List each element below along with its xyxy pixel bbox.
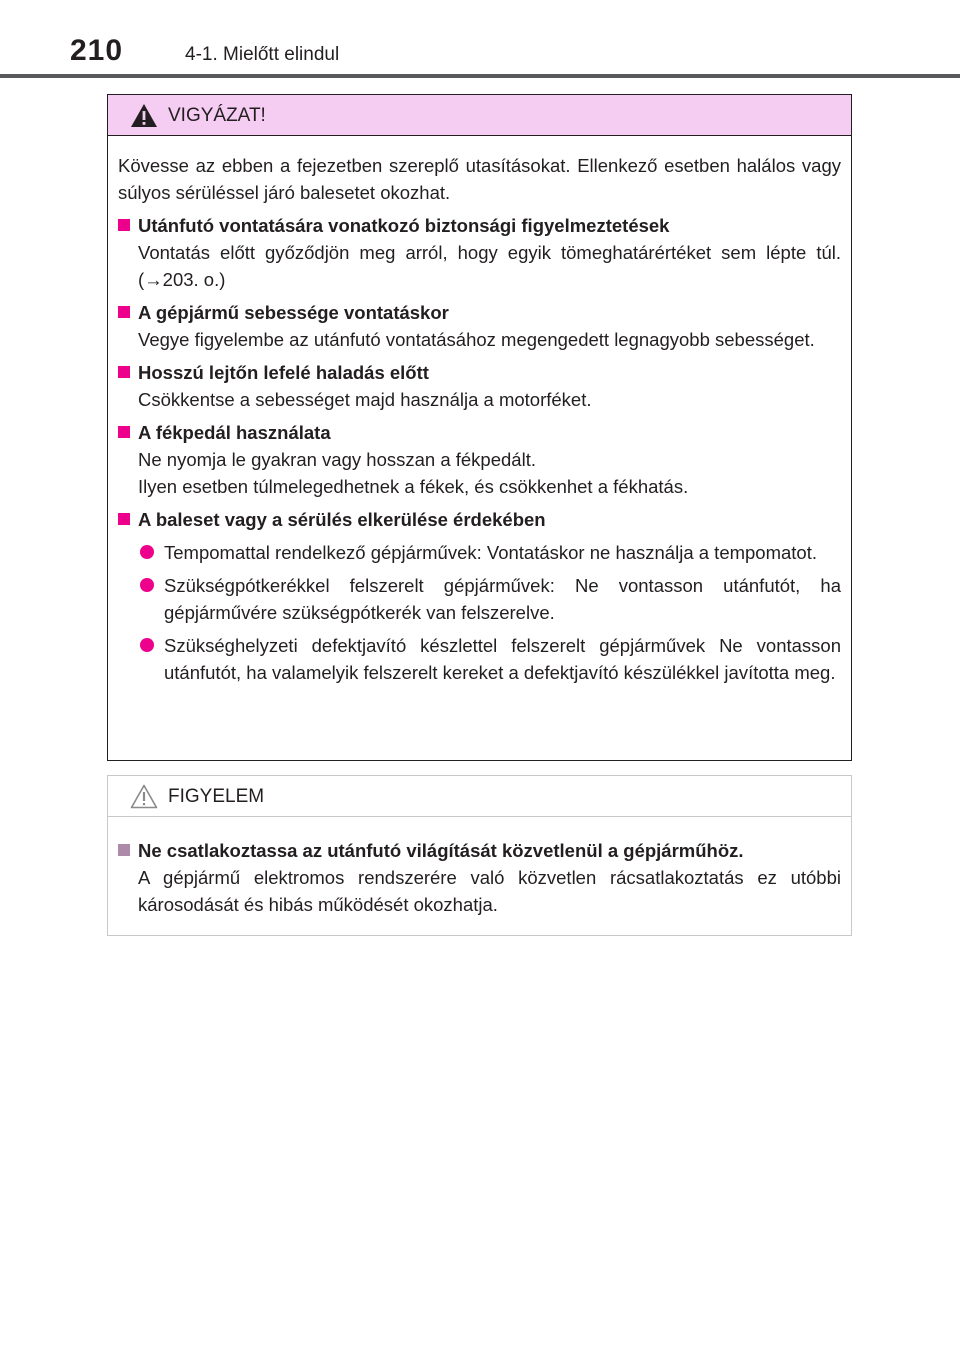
warning-section-title-text: A baleset vagy a sérülés elkerülése érdekében (138, 509, 546, 530)
round-bullet-icon (140, 578, 154, 592)
warning-section-title (118, 212, 841, 239)
caution-triangle-icon (130, 784, 158, 809)
warning-box-header (108, 95, 851, 136)
section-title: 4-1. Mielőtt elindul (185, 44, 340, 65)
list-item (118, 572, 841, 626)
square-bullet-icon (118, 366, 130, 378)
warning-label: VIGYÁZAT! (168, 105, 266, 126)
list-item-text: Tempomattal rendelkező gépjárművek: Vontatáskor ne használja a tempomatot. (164, 542, 818, 563)
caution-label: FIGYELEM (168, 786, 265, 807)
caution-section-title-text: Ne csatlakoztassa az utánfutó világítását közvetlenül a gépjárműhöz. (138, 840, 744, 861)
warning-section-title (118, 506, 841, 533)
warning-section-text (118, 446, 841, 500)
caution-section-text: A gépjármű elektromos rendszerére való közvetlen rácsatlakoztatás ez utóbbi károsodását és hibás működését okozhatja. (138, 867, 841, 915)
warning-box (107, 94, 852, 761)
warning-section-text: Vontatás előtt győződjön meg arról, hogy egyik tömeghatárértéket sem lépte túl. (→203. o.) (138, 242, 841, 290)
square-bullet-icon (118, 426, 130, 438)
round-bullet-icon (140, 545, 154, 559)
square-bullet-icon (118, 306, 130, 318)
warning-section-title (118, 359, 841, 386)
header-divider (0, 74, 960, 78)
list-item-text: Szükséghelyzeti defektjavító készlettel felszerelt gépjárművek Ne vontasson utánfutót, ha valamelyik felszerelt kereket a defektjavító készülékkel javította meg. (164, 635, 841, 683)
square-bullet-icon (118, 219, 130, 231)
caution-box-header (108, 776, 851, 817)
warning-section-title (118, 419, 841, 446)
warning-section-title-text: Hosszú lejtőn lefelé haladás előtt (138, 362, 429, 383)
warning-section-title-text: A gépjármű sebessége vontatáskor (138, 302, 449, 323)
warning-section-title (118, 299, 841, 326)
square-bullet-icon (118, 844, 130, 856)
caution-box-body (108, 817, 851, 918)
warning-triangle-icon (130, 103, 158, 128)
warning-box-body (108, 136, 851, 686)
round-bullet-icon (140, 638, 154, 652)
page-header (0, 0, 960, 80)
warning-section-title-text: Utánfutó vontatására vonatkozó biztonsági figyelmeztetések (138, 215, 670, 236)
warning-text-line: Ne nyomja le gyakran vagy hosszan a fékpedált. (138, 449, 536, 470)
page-number: 210 (70, 34, 124, 67)
list-item (118, 632, 841, 686)
list-item (118, 539, 841, 566)
caution-box (107, 775, 852, 936)
warning-section-text: Csökkentse a sebességet majd használja a motorféket. (138, 389, 592, 410)
warning-section-title-text: A fékpedál használata (138, 422, 331, 443)
list-item-text: Szükségpótkerékkel felszerelt gépjárművek: Ne vontasson utánfutót, ha gépjárművére szükségpótkerék van felszerelve. (164, 575, 841, 623)
square-bullet-icon (118, 513, 130, 525)
warning-intro: Kövesse az ebben a fejezetben szereplő utasításokat. Ellenkező esetben halálos vagy súlyos sérüléssel járó balesetet okozhat. (118, 155, 841, 203)
warning-text-line: Ilyen esetben túlmelegedhetnek a fékek, és csökkenhet a fékhatás. (138, 476, 689, 497)
caution-section-title (118, 837, 841, 864)
warning-section-text: Vegye figyelembe az utánfutó vontatásához megengedett legnagyobb sebességet. (138, 329, 815, 350)
